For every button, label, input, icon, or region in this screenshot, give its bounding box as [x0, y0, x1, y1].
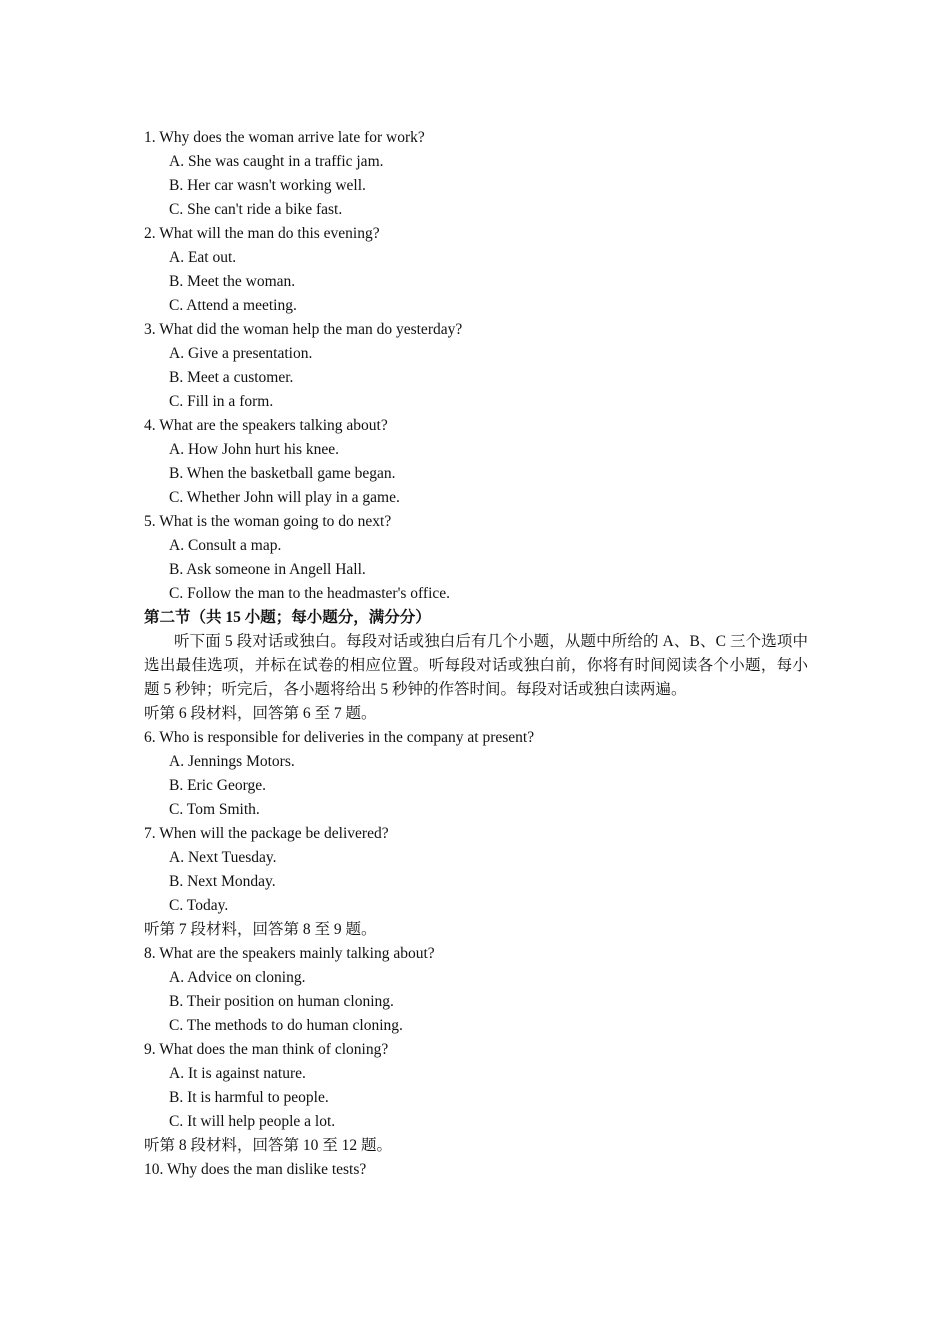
option-3c: C. Fill in a form.: [169, 393, 274, 410]
option-8b: B. Their position on human cloning.: [169, 993, 394, 1010]
option-6b: B. Eric George.: [169, 777, 266, 794]
material-8-note: 听第 8 段材料，回答第 10 至 12 题。: [144, 1137, 393, 1154]
question-8: 8. What are the speakers mainly talking about?: [144, 945, 435, 962]
option-1b: B. Her car wasn't working well.: [169, 177, 366, 194]
option-6c: C. Tom Smith.: [169, 801, 260, 818]
option-2c: C. Attend a meeting.: [169, 297, 297, 314]
section-2-heading: 第二节（共 15 小题；每小题分，满分分）: [144, 609, 431, 626]
question-6: 6. Who is responsible for deliveries in the company at present?: [144, 729, 535, 746]
option-9c: C. It will help people a lot.: [169, 1113, 336, 1130]
option-4c: C. Whether John will play in a game.: [169, 489, 400, 506]
option-8c: C. The methods to do human cloning.: [169, 1017, 403, 1034]
material-7-note: 听第 7 段材料，回答第 8 至 9 题。: [144, 921, 377, 938]
option-2a: A. Eat out.: [169, 249, 237, 266]
question-9: 9. What does the man think of cloning?: [144, 1041, 389, 1058]
option-7b: B. Next Monday.: [169, 873, 276, 890]
question-2: 2. What will the man do this evening?: [144, 225, 380, 242]
material-6-note: 听第 6 段材料，回答第 6 至 7 题。: [144, 705, 377, 722]
option-4b: B. When the basketball game began.: [169, 465, 396, 482]
option-7a: A. Next Tuesday.: [169, 849, 277, 866]
option-2b: B. Meet the woman.: [169, 273, 296, 290]
question-4: 4. What are the speakers talking about?: [144, 417, 388, 434]
question-10: 10. Why does the man dislike tests?: [144, 1161, 367, 1178]
option-3b: B. Meet a customer.: [169, 369, 294, 386]
option-8a: A. Advice on cloning.: [169, 969, 306, 986]
option-9b: B. It is harmful to people.: [169, 1089, 329, 1106]
section-2-instructions: 听下面 5 段对话或独白。每段对话或独白后有几个小题，从题中所给的 A、B、C 三个选项中选出最佳选项，并标在试卷的相应位置。听每段对话或独白前，你将有时间阅读各个小题，每小题 5 秒钟；听完后，各小题将给出 5 秒钟的作答时间。每段对话或独白读两遍。: [144, 633, 808, 698]
option-1c: C. She can't ride a bike fast.: [169, 201, 343, 218]
option-7c: C. Today.: [169, 897, 229, 914]
option-9a: A. It is against nature.: [169, 1065, 306, 1082]
question-7: 7. When will the package be delivered?: [144, 825, 389, 842]
question-1: 1. Why does the woman arrive late for work?: [144, 129, 425, 146]
option-4a: A. How John hurt his knee.: [169, 441, 340, 458]
exam-page: [144, 126, 808, 1182]
option-5c: C. Follow the man to the headmaster's office.: [169, 585, 451, 602]
option-5a: A. Consult a map.: [169, 537, 282, 554]
question-3: 3. What did the woman help the man do yesterday?: [144, 321, 463, 338]
question-5: 5. What is the woman going to do next?: [144, 513, 392, 530]
option-1a: A. She was caught in a traffic jam.: [169, 153, 384, 170]
option-5b: B. Ask someone in Angell Hall.: [169, 561, 366, 578]
option-3a: A. Give a presentation.: [169, 345, 313, 362]
option-6a: A. Jennings Motors.: [169, 753, 295, 770]
